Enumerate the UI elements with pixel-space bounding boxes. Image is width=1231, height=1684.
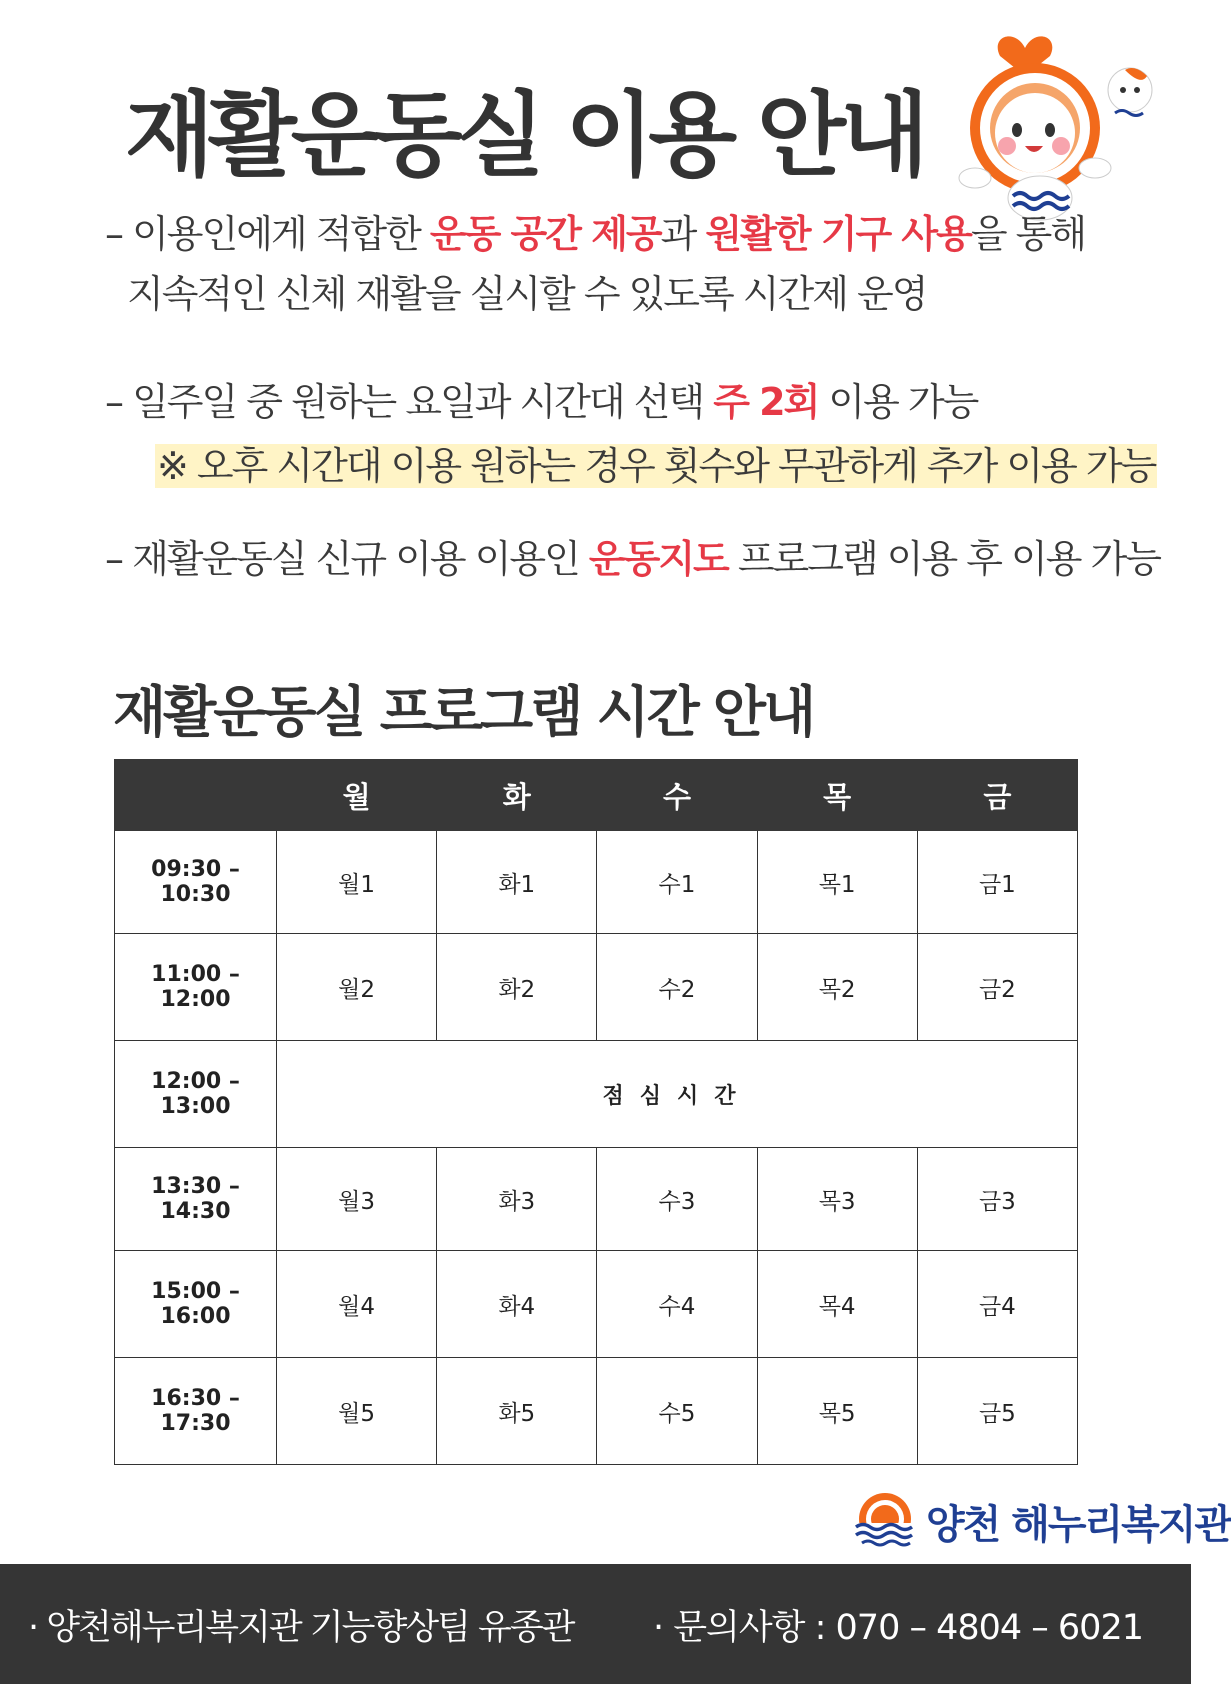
lunch-cell: 점심시간 [277,1041,1078,1148]
table-row [115,934,1078,1041]
highlight-space: 운동 공간 제공 [429,212,661,256]
time-cell: 12:00 – 13:00 [115,1041,277,1148]
session-cell: 금4 [917,1251,1077,1358]
table-row [115,831,1078,934]
time-cell: 16:30 – 17:30 [115,1358,277,1465]
session-cell: 수2 [597,934,757,1041]
header-thu: 목 [757,760,917,831]
session-cell: 월5 [277,1358,437,1465]
session-cell: 화3 [437,1148,597,1251]
schedule-title: 재활운동실 프로그램 시간 안내 [113,680,814,744]
header-time [115,760,277,831]
bullet-3: – 재활운동실 신규 이용 이용인 운동지도 프로그램 이용 후 이용 가능 [105,537,1160,581]
session-cell: 수5 [597,1358,757,1465]
time-cell: 13:30 – 14:30 [115,1148,277,1251]
header-wed: 수 [597,760,757,831]
time-cell: 09:30 – 10:30 [115,831,277,934]
highlight-equipment: 원활한 기구 사용 [705,212,971,256]
time-cell: 15:00 – 16:00 [115,1251,277,1358]
time-cell: 11:00 – 12:00 [115,934,277,1041]
session-cell: 월2 [277,934,437,1041]
bullet-1-line2: 지속적인 신체 재활을 실시할 수 있도록 시간제 운영 [127,272,927,316]
table-row [115,1358,1078,1465]
session-cell: 목4 [757,1251,917,1358]
session-cell: 수1 [597,831,757,934]
session-cell: 금5 [917,1358,1077,1465]
header-mon: 월 [277,760,437,831]
session-cell: 목1 [757,831,917,934]
session-cell: 목3 [757,1148,917,1251]
session-cell: 수3 [597,1148,757,1251]
session-cell: 금1 [917,831,1077,934]
mascot-icon [965,18,1165,233]
footer-team: · 양천해누리복지관 기능향상팀 유종관 [28,1608,574,1648]
session-cell: 금2 [917,934,1077,1041]
footer-contact: · 문의사항 : 070 – 4804 – 6021 [653,1608,1143,1648]
table-row [115,1148,1078,1251]
header-tue: 화 [437,760,597,831]
session-cell: 화1 [437,831,597,934]
table-row [115,1041,1078,1148]
bullet-2-note: ※ 오후 시간대 이용 원하는 경우 횟수와 무관하게 추가 이용 가능 [157,444,1156,488]
bullet-2: – 일주일 중 원하는 요일과 시간대 선택 주 2회 이용 가능 [105,380,978,424]
session-cell: 월3 [277,1148,437,1251]
highlight-exercise-guidance: 운동지도 [588,537,728,581]
footer [0,1564,1191,1684]
page-title: 재활운동실 이용 안내 [125,82,923,189]
session-cell: 화2 [437,934,597,1041]
session-cell: 화5 [437,1358,597,1465]
bullet-1: – 이용인에게 적합한 운동 공간 제공과 원활한 기구 사용을 통해 [105,212,1086,256]
header-fri: 금 [917,760,1077,831]
session-cell: 수4 [597,1251,757,1358]
table-row [115,1251,1078,1358]
session-cell: 금3 [917,1148,1077,1251]
highlight-twice-weekly: 주 2회 [713,380,819,424]
table-header-row [115,760,1078,831]
session-cell: 목5 [757,1358,917,1465]
session-cell: 화4 [437,1251,597,1358]
session-cell: 목2 [757,934,917,1041]
logo-text: 양천 해누리복지관 [926,1500,1231,1548]
sun-wave-logo-icon [852,1491,918,1551]
schedule-table [114,759,1078,1465]
session-cell: 월1 [277,831,437,934]
center-logo [852,1486,1231,1556]
session-cell: 월4 [277,1251,437,1358]
